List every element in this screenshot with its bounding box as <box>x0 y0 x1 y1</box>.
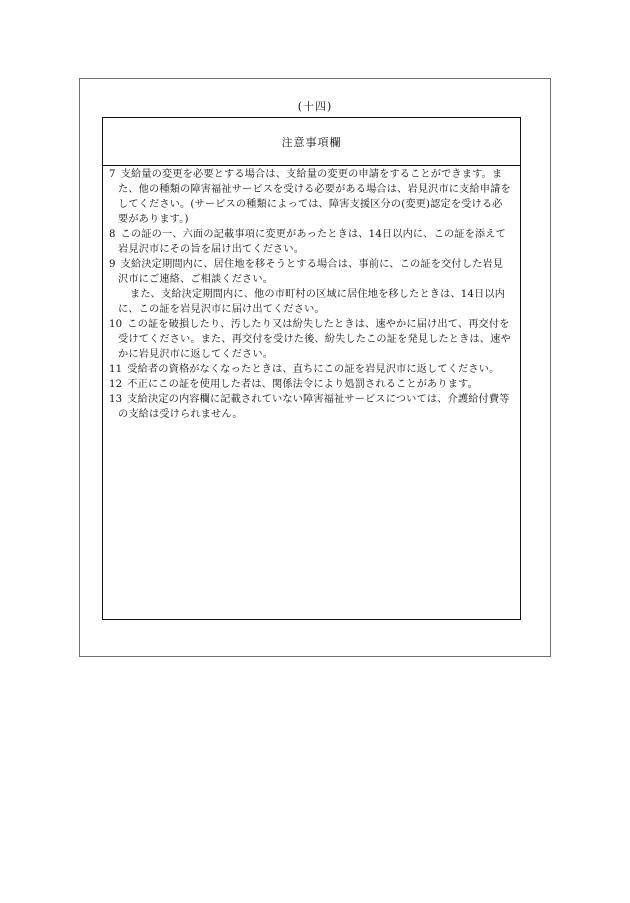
note-text: 支給量の変更を必要とする場合は、支給量の変更の申請をすることができます。また、他の種類の障害福祉サービスを受ける必要がある場合は、岩見沢市に支給申請をしてください。(サービスの種類によっては、障害支援区分の(変更)認定を受ける必要があります。) <box>118 169 511 225</box>
note-number: 7 <box>109 169 116 180</box>
note-item-9 <box>109 257 512 287</box>
note-item-7 <box>109 167 512 227</box>
note-text: この証の一、六面の記載事項に変更があったときは、14日以内に、この証を添えて岩見沢市にその旨を届け出てください。 <box>118 229 506 255</box>
note-item-12 <box>109 377 512 392</box>
note-number: 10 <box>109 319 123 330</box>
note-number: 12 <box>109 379 123 390</box>
notes-title: 注意事項欄 <box>103 118 520 166</box>
note-text: 支給決定期間内に、居住地を移そうとする場合は、事前に、この証を交付した岩見沢市にご連絡、ご相談ください。 <box>118 259 504 285</box>
note-text: 支給決定の内容欄に記載されていない障害福祉サービスについては、介護給付費等の支給は受けられません。 <box>118 394 510 420</box>
note-number: 9 <box>109 259 116 270</box>
notes-section <box>102 117 521 620</box>
note-item-9-sub: また、支給決定期間内に、他の市町村の区域に居住地を移したときは、14日以内に、この証を岩見沢市に届け出てください。 <box>118 289 506 315</box>
note-text: 受給者の資格がなくなったときは、直ちにこの証を岩見沢市に返してください。 <box>127 364 500 375</box>
note-text: 不正にこの証を使用した者は、関係法令により処罰されることがあります。 <box>127 379 478 390</box>
note-item-13 <box>109 392 512 422</box>
note-number: 8 <box>109 229 116 240</box>
note-number: 11 <box>109 364 123 375</box>
page-number: (十四) <box>297 100 333 113</box>
note-text: この証を破損したり、汚したり又は紛失したときは、速やかに届け出て、再交付を受けてください。また、再交付を受けた後、紛失したこの証を発見したときは、速やかに岩見沢市に返してください。 <box>118 319 511 360</box>
notes-body <box>103 166 520 422</box>
note-number: 13 <box>109 394 123 405</box>
note-item-11 <box>109 362 512 377</box>
note-item-8 <box>109 227 512 257</box>
note-item-10 <box>109 317 512 362</box>
